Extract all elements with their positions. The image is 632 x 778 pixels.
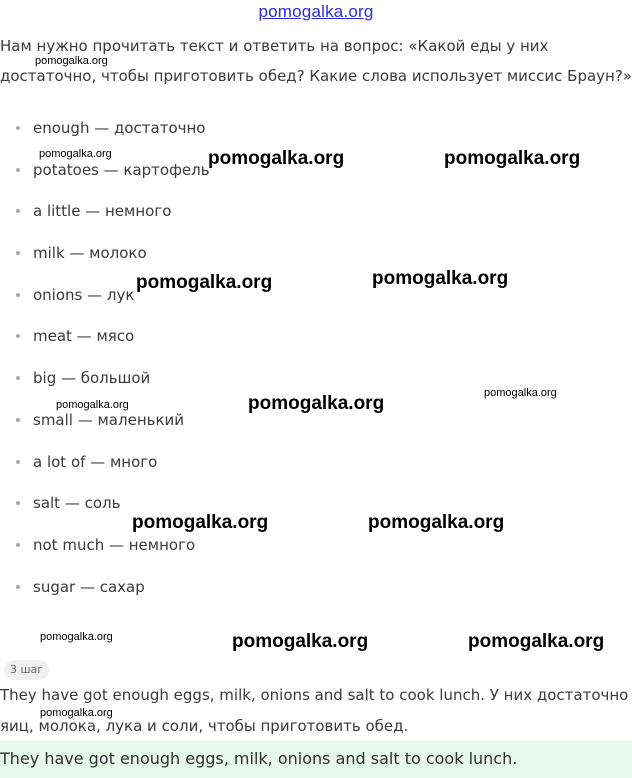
watermark: pomogalka.org [368, 512, 505, 533]
watermark: pomogalka.org [56, 399, 129, 411]
answer-highlight-text: They have got enough eggs, milk, onions and salt to cook lunch. [0, 749, 518, 768]
vocab-entry: not much — немного [33, 536, 196, 554]
watermark: pomogalka.org [39, 148, 112, 160]
list-item [0, 576, 300, 598]
bullet-icon [16, 460, 20, 464]
watermark: pomogalka.org [208, 148, 345, 169]
bullet-icon [16, 543, 20, 547]
list-item [0, 451, 300, 473]
watermark: pomogalka.org [248, 393, 385, 414]
vocab-entry: a lot of — много [33, 453, 158, 471]
watermark: pomogalka.org [372, 268, 509, 289]
vocab-entry: small — маленький [33, 411, 185, 429]
bullet-icon [16, 418, 20, 422]
vocab-entry: meat — мясо [33, 327, 135, 345]
watermark: pomogalka.org [40, 707, 113, 719]
list-item [0, 367, 300, 389]
vocab-entry: salt — соль [33, 494, 121, 512]
watermark: pomogalka.org [35, 55, 108, 67]
bullet-icon [16, 168, 20, 172]
vocab-entry: milk — молоко [33, 244, 147, 262]
watermark: pomogalka.org [484, 387, 557, 399]
bullet-icon [16, 209, 20, 213]
answer-highlight [0, 741, 632, 778]
list-item [0, 117, 300, 139]
watermark: pomogalka.org [468, 631, 605, 652]
watermark: pomogalka.org [40, 631, 113, 643]
site-header-link[interactable]: pomogalka.org [258, 2, 374, 21]
list-item [0, 325, 300, 347]
answer-text: They have got enough eggs, milk, onions and salt to cook lunch. У них достаточно яиц, молока, лука и соли, чтобы приготовить обед. [0, 686, 629, 735]
bullet-icon [16, 126, 20, 130]
bullet-icon [16, 376, 20, 380]
watermark: pomogalka.org [136, 272, 273, 293]
vocab-entry: big — большой [33, 369, 151, 387]
bullet-icon [16, 334, 20, 338]
bullet-icon [16, 293, 20, 297]
vocab-entry: sugar — сахар [33, 578, 145, 596]
vocab-entry: onions — лук [33, 286, 135, 304]
task-intro: Нам нужно прочитать текст и ответить на вопрос: «Какой еды у них достаточно, чтобы приготовить обед? Какие слова использует миссис Браун?» [0, 37, 632, 85]
watermark: pomogalka.org [444, 148, 581, 169]
list-item [0, 242, 300, 264]
bullet-icon [16, 501, 20, 505]
step-badge: 3 шаг [4, 660, 49, 680]
bullet-icon [16, 251, 20, 255]
vocab-entry: a little — немного [33, 202, 172, 220]
watermark: pomogalka.org [232, 631, 369, 652]
bullet-icon [16, 585, 20, 589]
watermark: pomogalka.org [132, 512, 269, 533]
vocab-entry: potatoes — картофель [33, 161, 210, 179]
list-item [0, 200, 300, 222]
vocab-entry: enough — достаточно [33, 119, 206, 137]
list-item [0, 534, 300, 556]
list-item [0, 492, 300, 514]
